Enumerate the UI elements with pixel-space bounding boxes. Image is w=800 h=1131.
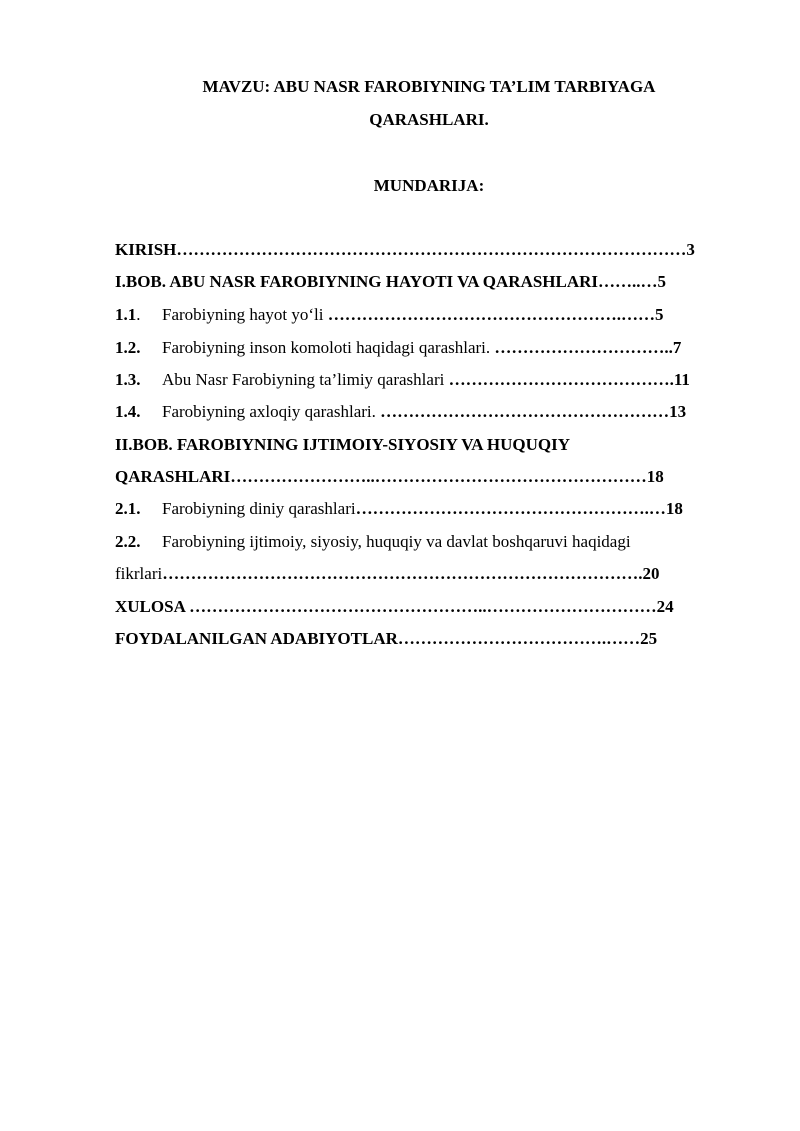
contents-heading: MUNDARIJA: — [373, 176, 485, 195]
toc-number: 2.2. — [115, 532, 141, 551]
toc-entry-chapter-2-line-1: II.BOB. FAROBIYNING IJTIMOIY-SIYOSIY VA HUQUQIY — [115, 435, 571, 454]
toc-leader-page: …………………………..7 — [494, 338, 682, 357]
toc-entry-2-2-continued — [115, 564, 659, 584]
toc-number: 1.2. — [115, 338, 141, 357]
toc-entry-kirish: KIRISH………………………………………………………………………………3 — [115, 240, 695, 259]
topic-title-line-1: MAVZU: ABU NASR FAROBIYNING TA’LIM TARBIYAGA — [202, 77, 656, 96]
toc-text: Farobiyning hayot yo‘li — [162, 305, 328, 324]
toc-entry-xulosa: XULOSA ……………………………………………..…………………………24 — [115, 597, 674, 616]
topic-title-line-2: QARASHLARI. — [369, 110, 489, 129]
toc-entry-1-1 — [115, 305, 663, 325]
toc-entry-1-4 — [115, 402, 686, 422]
toc-number: 1.1. — [115, 305, 141, 324]
toc-entry-references: FOYDALANILGAN ADABIYOTLAR……………………………….……25 — [115, 629, 658, 648]
toc-leader-page: ………………………………….11 — [448, 370, 690, 389]
toc-entry-2-1 — [115, 499, 683, 519]
toc-entry-1-3 — [115, 370, 690, 390]
toc-leader-page: ……………………………………………13 — [380, 402, 687, 421]
toc-entry-chapter-1: I.BOB. ABU NASR FAROBIYNING HAYOTI VA QARASHLARI……..…5 — [115, 272, 667, 291]
toc-entry-1-2 — [115, 338, 681, 358]
toc-leader-page: …………………………………………….…18 — [355, 499, 683, 518]
toc-leader-page: …………………………………………….……5 — [327, 305, 664, 324]
toc-entry-chapter-2-line-2: QARASHLARI……………………..…………………………………………18 — [115, 467, 664, 486]
toc-leader-page: ………………………………………………………………………….20 — [162, 564, 660, 583]
toc-text: fikrlari — [115, 564, 163, 583]
toc-number: 1.3. — [115, 370, 141, 389]
toc-text: Farobiyning axloqiy qarashlari. — [162, 402, 381, 421]
toc-text: Farobiyning diniy qarashlari — [162, 499, 356, 518]
toc-text: Abu Nasr Farobiyning ta’limiy qarashlari — [162, 370, 449, 389]
toc-entry-2-2 — [115, 532, 631, 552]
toc-number: 1.4. — [115, 402, 141, 421]
toc-text: Farobiyning inson komoloti haqidagi qarashlari. — [162, 338, 495, 357]
toc-text: Farobiyning ijtimoiy, siyosiy, huquqiy va davlat boshqaruvi haqidagi — [162, 532, 631, 551]
toc-number: 2.1. — [115, 499, 141, 518]
